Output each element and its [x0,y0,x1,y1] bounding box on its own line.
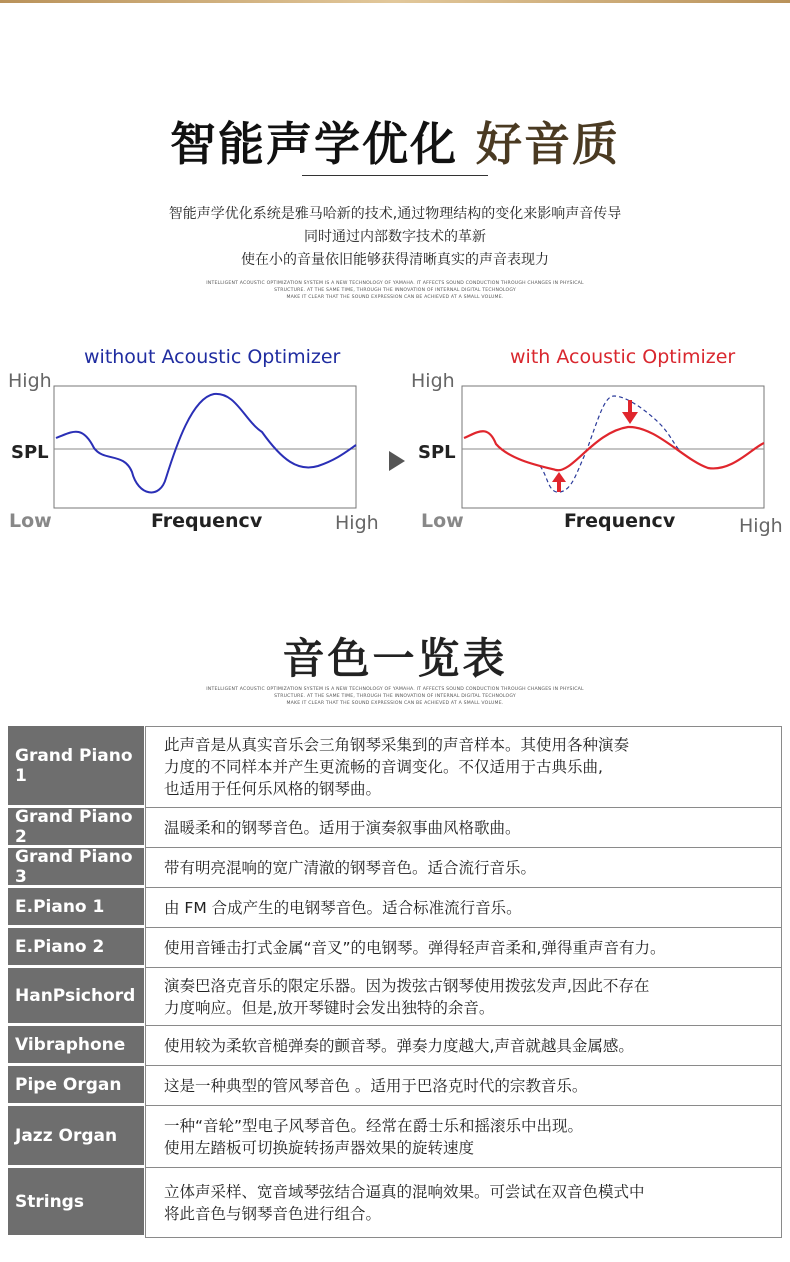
title-part2: 好音质 [476,117,620,171]
table-row [8,726,782,808]
tone-description-cell [145,1168,782,1238]
table-row [8,888,782,928]
right-frequency-label: Frequencv [564,510,676,532]
tone-description: 由 FM 合成产生的电钢琴音色。适合标准流行音乐。 [164,898,522,917]
tone-name: Grand Piano 1 [8,726,144,808]
down-arrow-icon [622,400,638,424]
left-frequency-label: Frequencv [151,510,263,532]
comparison-arrow-icon [389,451,405,471]
tone-description: 温暖柔和的钢琴音色。适用于演奏叙事曲风格歌曲。 [164,818,521,837]
right-chart-frame [462,386,764,508]
tone-description: 演奏巴洛克音乐的限定乐器。因为拨弦古钢琴使用拨弦发声,因此不存在 力度响应。但是,放开琴键时会发出独特的余音。 [164,976,650,1017]
fine-print-1: INTELLIGENT ACOUSTIC OPTIMIZATION SYSTEM IS A NEW TECHNOLOGY OF YAMAHA. IT AFFECTS SOUND CONDUCTION THROUGH CHANGES IN PHYSICAL STRUCTURE. AT THE SAME TIME, THROUGH THE INNOVATION OF INTERNAL DIGITAL TECHNOLOGY MAKE IT CLEAR THAT THE SOUND EXPRESSION CAN BE ACHIEVED AT A SMALL VOLUME. [206,281,584,300]
tone-description-cell [145,848,782,888]
left-response-curve [56,394,356,493]
tone-description: 使用较为柔软音槌弹奏的颤音琴。弹奏力度越大,声音就越具金属感。 [164,1036,634,1055]
title-part1: 智能声学优化 [169,117,458,171]
tone-description-cell [145,808,782,848]
left-chart-frame [54,386,356,508]
spl-frequency-charts [0,0,790,600]
tone-name: E.Piano 2 [8,928,144,968]
tone-description: 使用音锤击打式金属“音叉”的电钢琴。弹得轻声音柔和,弹得重声音有力。 [164,938,666,957]
table-row [8,1026,782,1066]
fine-print-2: INTELLIGENT ACOUSTIC OPTIMIZATION SYSTEM IS A NEW TECHNOLOGY OF YAMAHA. IT AFFECTS SOUND CONDUCTION THROUGH CHANGES IN PHYSICAL STRUCTURE. AT THE SAME TIME, THROUGH THE INNOVATION OF INTERNAL DIGITAL TECHNOLOGY MAKE IT CLEAR THAT THE SOUND EXPRESSION CAN BE ACHIEVED AT A SMALL VOLUME. [206,687,584,706]
table-row [8,808,782,848]
up-arrow-icon [552,472,566,492]
tone-name: Grand Piano 2 [8,808,144,848]
left-low-label: Low [9,510,52,532]
tone-list-title: 音色一览表 [282,634,508,683]
tone-name: E.Piano 1 [8,888,144,928]
tone-table [8,726,782,1238]
left-high-y-label: High [8,370,52,392]
tone-description-cell [145,726,782,808]
right-chart-title: with Acoustic Optimizer [510,346,736,368]
tone-description-cell [145,1066,782,1106]
tone-description-cell [145,1026,782,1066]
tone-description-cell [145,888,782,928]
table-row [8,1106,782,1168]
tone-description-cell [145,928,782,968]
left-spl-label: SPL [11,442,49,463]
tone-description: 一种“音轮”型电子风琴音色。经常在爵士乐和摇滚乐中出现。 使用左踏板可切换旋转扬声器效果的旋转速度 [164,1116,584,1157]
table-row [8,848,782,888]
table-row [8,928,782,968]
intro-text: 智能声学优化系统是雅马哈新的技术,通过物理结构的变化来影响声音传导 同时通过内部数字技术的革新 使在小的音量依旧能够获得清晰真实的声音表现力 [168,206,622,268]
tone-name: Vibraphone [8,1026,144,1066]
tone-description-cell [145,1106,782,1168]
table-row [8,1168,782,1238]
table-row [8,968,782,1026]
tone-description: 立体声采样、宽音域琴弦结合逼真的混响效果。可尝试在双音色模式中 将此音色与钢琴音色进行组合。 [164,1182,645,1223]
right-low-label: Low [421,510,464,532]
left-high-x-label: High [335,512,379,534]
right-spl-label: SPL [418,442,456,463]
tone-name: Jazz Organ [8,1106,144,1168]
left-chart-title: without Acoustic Optimizer [84,346,341,368]
tone-name: Strings [8,1168,144,1238]
table-row [8,1066,782,1106]
tone-name: HanPsichord [8,968,144,1026]
tone-description: 带有明亮混响的宽广清澈的钢琴音色。适合流行音乐。 [164,858,537,877]
tone-name: Grand Piano 3 [8,848,144,888]
right-high-y-label: High [411,370,455,392]
tone-description: 这是一种典型的管风琴音色 。适用于巴洛克时代的宗教音乐。 [164,1076,588,1095]
tone-description: 此声音是从真实音乐会三角钢琴采集到的声音样本。其使用各种演奏 力度的不同样本并产生更流畅的音调变化。不仅适用于古典乐曲, 也适用于任何乐风格的钢琴曲。 [164,736,630,798]
tone-name: Pipe Organ [8,1066,144,1106]
tone-description-cell [145,968,782,1026]
right-high-x-label: High [739,515,783,537]
